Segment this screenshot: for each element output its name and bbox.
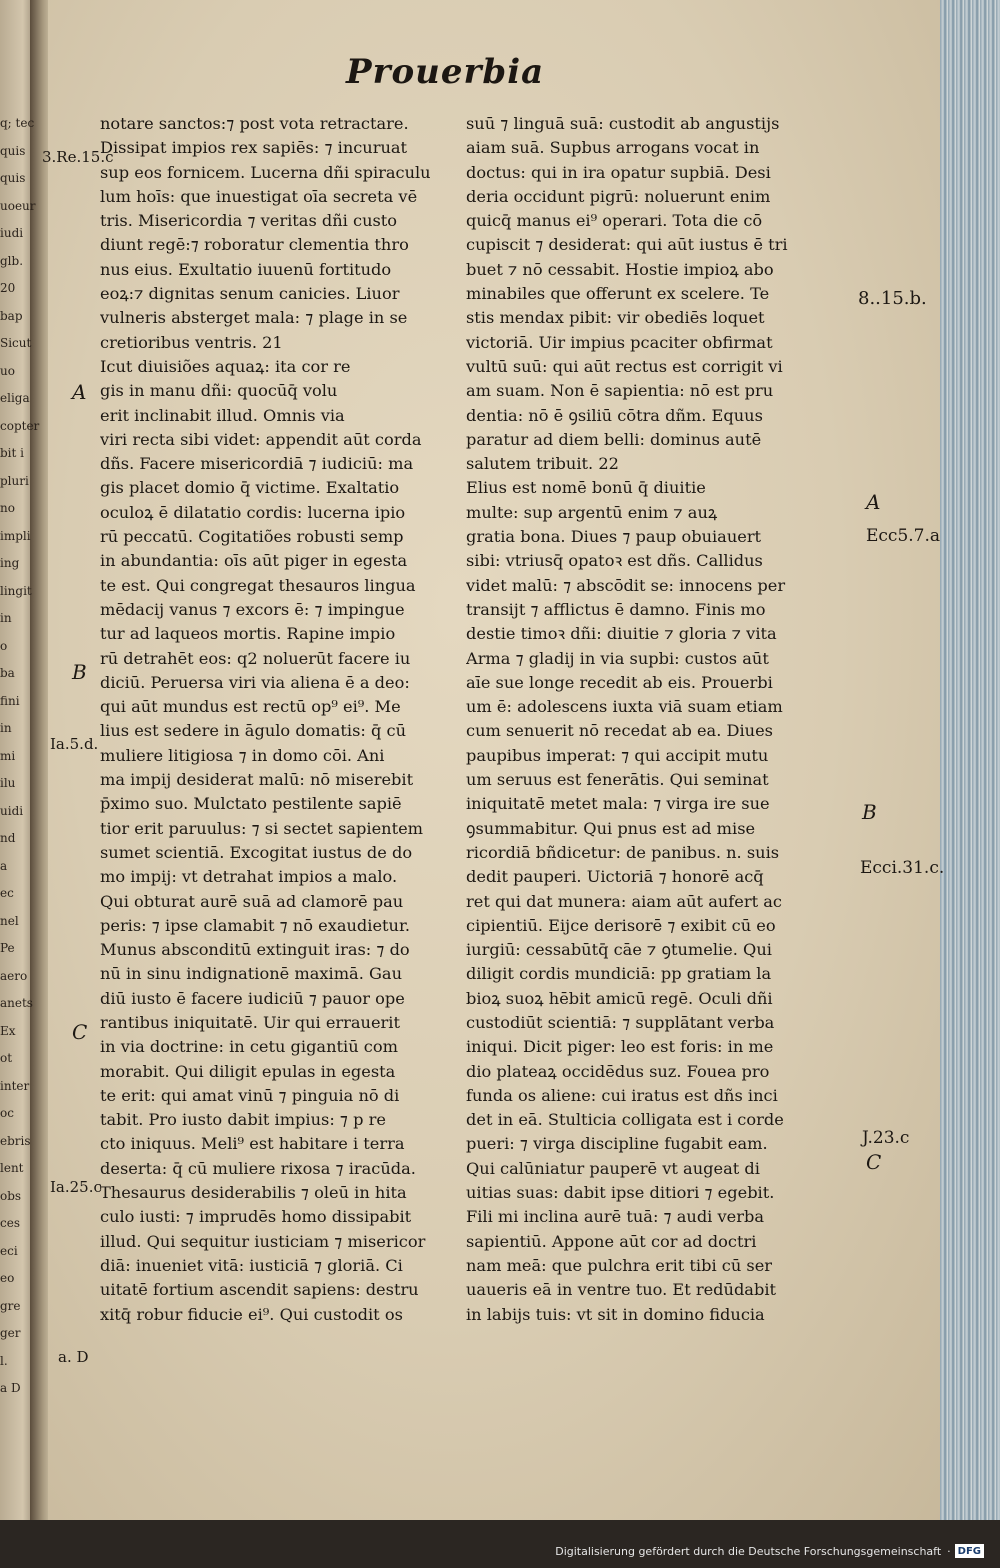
facing-page-fragment: aero <box>0 968 28 983</box>
facing-page-fragment: a <box>0 858 8 873</box>
text-line: notare sanctos:⁊ post vota retractare. <box>100 114 409 133</box>
section-letter: C <box>72 1020 88 1044</box>
text-line: diū iusto ē facere iudiciū ⁊ pauor ope <box>100 988 405 1008</box>
text-line: lius est sedere in āgulo domatis: q̄ cū <box>100 721 407 741</box>
text-line: pueri: ⁊ virga discipline fugabit eam. <box>466 1134 768 1154</box>
text-line: um seruus est fenerātis. Qui seminat <box>466 770 769 790</box>
text-line: gis placet domio q̄ victime. Exaltatio <box>100 478 400 498</box>
facing-page-fragment: glb. <box>0 253 24 268</box>
text-line: custodiūt scientiā: ⁊ supplātant verba <box>466 1012 775 1032</box>
text-line: ꝯsummabitur. Qui pnus est ad mise <box>466 818 756 838</box>
text-line: viri recta sibi videt: appendit aūt corda <box>100 429 422 449</box>
facing-page-fragment: uo <box>0 363 15 378</box>
text-line: doctus: qui in ira opatur supbiā. Desi <box>466 162 771 182</box>
text-line: diā: inueniet vitā: iusticiā ⁊ gloriā. Ci <box>100 1255 403 1275</box>
text-line: dedit pauperi. Uictoriā ⁊ honorē acq̄ <box>466 867 764 887</box>
facing-page-fragment: ebris <box>0 1133 31 1148</box>
margin-reference: 8..15.b. <box>858 288 927 309</box>
section-letter: A <box>72 380 87 404</box>
facing-page-fragment: quis <box>0 171 26 185</box>
text-line: salutem tribuit. 22 <box>466 454 619 474</box>
text-line: sup eos fornicem. Lucerna dñi spiraculu <box>100 162 431 182</box>
text-line: mo impij: vt detrahat impios a malo. <box>100 867 398 887</box>
text-line: minabiles que offerunt ex scelere. Te <box>466 284 770 304</box>
dfg-logo: DFG <box>955 1544 984 1558</box>
facing-page-fragment: mi <box>0 748 16 763</box>
text-line: dñs. Facere misericordiā ⁊ iudiciū: ma <box>100 454 414 474</box>
margin-reference: J.23.c <box>862 1128 910 1148</box>
text-line: tabit. Pro iusto dabit impius: ⁊ p re <box>100 1110 386 1130</box>
facing-page-fragment: Pe <box>0 941 15 955</box>
page-block-edge <box>940 0 1000 1520</box>
facing-page-fragment: pluri <box>0 473 29 488</box>
text-line: Elius est nomē bonū q̄ diuitie <box>466 478 706 498</box>
text-line: uitatē fortium ascendit sapiens: destru <box>100 1280 419 1300</box>
margin-reference: Ecc5.7.a <box>866 526 941 546</box>
text-line: Dissipat impios rex sapiēs: ⁊ incuruat <box>100 138 408 158</box>
text-line: Thesaurus desiderabilis ⁊ oleū in hita <box>100 1183 407 1203</box>
text-line: ret qui dat munera: aiam aūt aufert ac <box>466 891 782 911</box>
facing-page-fragment: ces <box>0 1216 20 1230</box>
text-line: uitias suas: dabit ipse ditiori ⁊ egebit. <box>466 1183 775 1203</box>
text-line: vultū suū: qui aūt rectus est corrigit vi <box>466 356 783 376</box>
text-line: p̄ximo suo. Mulctato pestilente sapiē <box>100 794 402 814</box>
text-line: aīe sue longe recedit ab eis. Prouerbi <box>466 672 773 692</box>
text-line: iniqui. Dicit piger: leo est foris: in me <box>466 1037 774 1057</box>
facing-page-fragment: iudi <box>0 226 24 240</box>
text-line: ricordiā bñdicetur: de panibus. n. suis <box>466 842 780 862</box>
facing-page-fragment: fini <box>0 693 20 708</box>
facing-page-fragment: ot <box>0 1051 13 1065</box>
facing-page-fragment: eo <box>0 1271 15 1285</box>
text-line: gis in manu dñi: quocūq̄ volu <box>100 381 338 401</box>
text-line: culo iusti: ⁊ imprudēs homo dissipabit <box>100 1207 412 1227</box>
text-line: iurgiū: cessabūtq̄ cāe ⁊ ꝯtumelie. Qui <box>466 940 772 960</box>
text-line: in labijs tuis: vt sit in domino fiducia <box>466 1304 765 1324</box>
text-line: in abundantia: oīs aūt piger in egesta <box>100 551 408 571</box>
text-line: suū ⁊ linguā suā: custodit ab angustijs <box>466 114 780 133</box>
text-line: qui aūt mundus est rectū op⁹ ei⁹. Me <box>100 697 401 717</box>
section-letter: C <box>866 1150 882 1174</box>
text-line: erit inclinabit illud. Omnis via <box>100 405 345 425</box>
facing-page-fragment: l. <box>0 1353 8 1368</box>
text-line: dentia: nō ē ꝯsiliū cōtra dñm. Equus <box>466 405 763 425</box>
text-line: destie timoꝛ dñi: diuitie ⁊ gloria ⁊ vita <box>466 624 777 644</box>
text-line: te est. Qui congregat thesauros lingua <box>100 575 416 595</box>
section-letter: B <box>72 660 87 684</box>
text-line: rū detrahēt eos: q2 noluerūt facere iu <box>100 648 411 668</box>
facing-page-fragment: ba <box>0 666 15 680</box>
facing-page-fragment: a D <box>0 1381 21 1395</box>
facing-page-fragment: copter <box>0 418 40 433</box>
text-line: diciū. Peruersa viri via aliena ē a deo: <box>100 672 410 692</box>
facing-page-fragment: in <box>0 721 12 735</box>
text-line: lum hoīs: que inuestigat oīa secreta vē <box>100 186 418 206</box>
facing-page-fragment: ec <box>0 886 14 900</box>
facing-page-fragment: quis <box>0 143 26 158</box>
facing-page-fragment: oc <box>0 1106 14 1120</box>
text-line: deserta: q̄ cū muliere rixosa ⁊ iracūda. <box>100 1158 416 1178</box>
text-line: aiam suā. Supbus arrogans vocat in <box>466 138 760 158</box>
facing-page-fragment: lent <box>0 1161 24 1175</box>
text-line: cretioribus ventris. 21 <box>100 332 283 352</box>
text-line: quicq̄ manus ei⁹ operari. Tota die cō <box>466 211 763 231</box>
text-line: illud. Qui sequitur iusticiam ⁊ misericor <box>100 1231 426 1251</box>
facing-page-fragment: obs <box>0 1188 22 1203</box>
text-line: diligit cordis mundiciā: pp gratiam la <box>466 964 772 984</box>
text-line: victoriā. Uir impius pcaciter obfirmat <box>466 332 773 352</box>
text-line: cipientiū. Eijce derisorē ⁊ exibit cū eo <box>466 915 776 935</box>
text-line: funda os aliene: cui iratus est dñs inci <box>466 1085 778 1105</box>
text-line: um ē: adolescens iuxta viā suam etiam <box>466 697 783 717</box>
text-line: bioꝝ suoꝝ hēbit amicū regē. Oculi dñi <box>466 988 773 1008</box>
text-line: iniquitatē metet mala: ⁊ virga ire sue <box>466 794 770 814</box>
text-line: morabit. Qui diligit epulas in egesta <box>100 1061 396 1081</box>
text-line: multe: sup argentū enim ⁊ auꝝ <box>466 502 718 522</box>
text-line: xitq̄ robur fiducie ei⁹. Qui custodit os <box>100 1304 403 1324</box>
text-line: rantibus iniquitatē. Uir qui errauerit <box>100 1012 400 1032</box>
facing-page-text-fragments <box>0 110 40 1403</box>
text-column-right <box>466 112 856 1327</box>
text-line: mēdacij vanus ⁊ excors ē: ⁊ impingue <box>100 599 405 619</box>
facing-page-fragment: bap <box>0 308 23 323</box>
text-line: Munus absconditū extinguit iras: ⁊ do <box>100 940 410 960</box>
facing-page-fragment: no <box>0 501 15 515</box>
text-line: Arma ⁊ gladij in via supbi: custos aūt <box>466 648 769 668</box>
facing-page-fragment: ilu <box>0 776 16 790</box>
text-line: nam meā: que pulchra erit tibi cū ser <box>466 1255 773 1275</box>
text-line: videt malū: ⁊ abscōdit se: innocens per <box>466 575 786 595</box>
text-line: oculoꝝ ē dilatatio cordis: lucerna ipio <box>100 502 406 522</box>
funding-credit: Digitalisierung gefördert durch die Deutsche Forschungsgemeinschaft <box>555 1544 942 1558</box>
text-line: muliere litigiosa ⁊ in domo cōi. Ani <box>100 745 385 765</box>
text-line: stis mendax pibit: vir obediēs loquet <box>466 308 765 328</box>
facing-page-fragment: lingit <box>0 583 32 598</box>
margin-reference: Ecci.31.c. <box>860 858 945 878</box>
text-line: dio plateaꝝ occidēdus suz. Fouea pro <box>466 1061 770 1081</box>
text-line: tior erit paruulus: ⁊ si sectet sapientem <box>100 818 424 838</box>
text-line: Qui calūniatur pauperē vt augeat di <box>466 1158 760 1178</box>
text-line: paratur ad diem belli: dominus autē <box>466 429 762 449</box>
facing-page-fragment: Sicut <box>0 336 32 350</box>
text-line: tur ad laqueos mortis. Rapine impio <box>100 624 396 644</box>
facing-page-fragment: gre <box>0 1298 21 1313</box>
margin-reference: Ia.5.d. <box>50 735 99 753</box>
text-column-left <box>100 112 445 1327</box>
text-line: uaueris eā in ventre tuo. Et redūdabit <box>466 1280 777 1300</box>
running-title: Prouerbia <box>346 52 545 92</box>
text-line: cto iniquus. Meli⁹ est habitare i terra <box>100 1134 405 1154</box>
text-line: Qui obturat aurē suā ad clamorē pau <box>100 891 404 911</box>
footer-separator: · <box>947 1544 951 1558</box>
text-line: sapientiū. Appone aūt cor ad doctri <box>466 1231 757 1251</box>
text-line: am suam. Non ē sapientia: nō est pru <box>466 381 774 401</box>
facing-page-fragment: 20 <box>0 281 16 295</box>
facing-page-fragment: o <box>0 638 8 653</box>
facing-page-fragment: q; tec <box>0 116 35 130</box>
facing-page-fragment: Ex <box>0 1023 16 1038</box>
section-letter: B <box>862 800 877 824</box>
text-line: diunt regē:⁊ roboratur clementia thro <box>100 235 409 255</box>
text-line: sibi: vtriusq̄ opatoꝛ est dñs. Callidus <box>466 551 763 571</box>
section-letter: a. D <box>58 1348 89 1366</box>
text-line: buet ⁊ nō cessabit. Hostie impioꝝ abo <box>466 259 774 279</box>
text-line: in via doctrine: in cetu gigantiū com <box>100 1037 398 1057</box>
text-line: te erit: qui amat vinū ⁊ pinguia nō di <box>100 1085 400 1105</box>
text-line: Icut diuisiões aquaꝝ: ita cor re <box>100 356 351 376</box>
text-line: vulneris absterget mala: ⁊ plage in se <box>100 308 408 328</box>
facing-page-fragment: eliga <box>0 391 30 405</box>
text-line: cupiscit ⁊ desiderat: qui aūt iustus ē tri <box>466 235 788 255</box>
facing-page-fragment: in <box>0 611 12 625</box>
funding-footer <box>555 1541 984 1561</box>
text-line: sumet scientiā. Excogitat iustus de do <box>100 842 413 862</box>
section-letter: A <box>866 490 881 514</box>
text-line: paupibus imperat: ⁊ qui accipit mutu <box>466 745 769 765</box>
facing-page-fragment: eci <box>0 1243 18 1258</box>
text-line: peris: ⁊ ipse clamabit ⁊ nō exaudietur. <box>100 915 411 935</box>
facing-page-fragment: uoeur <box>0 198 36 213</box>
text-line: transijt ⁊ afflictus ē damno. Finis mo <box>466 599 766 619</box>
facing-page-fragment: uidi <box>0 803 24 818</box>
text-line: cum senuerit nō recedat ab ea. Diues <box>466 721 773 741</box>
facing-page-fragment: ger <box>0 1326 21 1340</box>
facing-page-fragment: anets <box>0 996 33 1010</box>
text-line: deria occidunt pigrū: noluerunt enim <box>466 186 771 206</box>
facing-page-fragment: inter <box>0 1078 30 1093</box>
margin-reference: Ia.25.c <box>50 1178 102 1196</box>
text-line: tris. Misericordia ⁊ veritas dñi custo <box>100 211 398 231</box>
text-line: gratia bona. Diues ⁊ paup obuiauert <box>466 527 762 547</box>
facing-page-fragment: bit i <box>0 446 24 460</box>
facing-page-fragment: ing <box>0 556 20 570</box>
facing-page-fragment: impli <box>0 528 31 543</box>
text-line: rū peccatū. Cogitatiões robusti semp <box>100 527 404 547</box>
text-line: nū in sinu indignationē maximā. Gau <box>100 964 402 984</box>
text-line: det in eā. Stulticia colligata est i corde <box>466 1110 784 1130</box>
facing-page-fragment: nd <box>0 831 16 845</box>
text-line: ma impij desiderat malū: nō miserebit <box>100 770 414 790</box>
text-line: Fili mi inclina aurē tuā: ⁊ audi verba <box>466 1207 764 1227</box>
margin-reference: 3.Re.15.c <box>42 148 114 166</box>
facing-page-fragment: nel <box>0 913 19 928</box>
text-line: nus eius. Exultatio iuuenū fortitudo <box>100 259 392 279</box>
text-line: eoꝝ:⁊ dignitas senum canicies. Liuor <box>100 284 400 304</box>
